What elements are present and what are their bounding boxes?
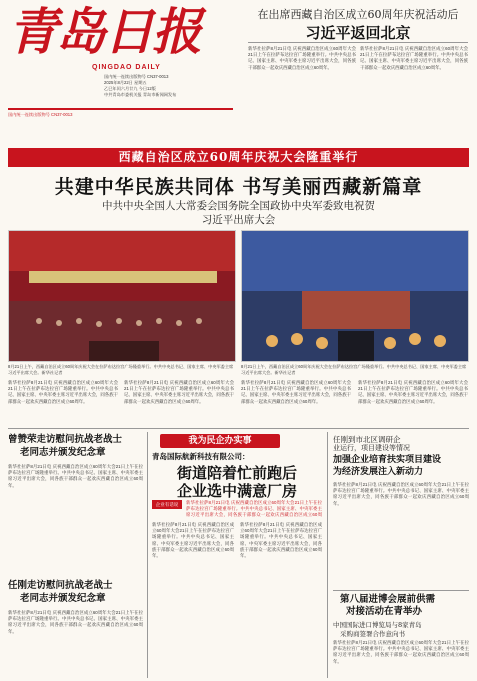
column-divider-left	[147, 432, 148, 678]
feature-title-1: 街道陪着忙前跑后	[176, 464, 297, 482]
left-story-1-body: 新华社拉萨8月21日电 庆祝西藏自治区成立60周年大会21日上午在拉萨布达拉宫广场隆重举行。中共中央总书记、国家主席、中央军委主席习近平出席大会，同各族干部群众一起欢庆西藏自治区成立60周年。	[8, 464, 143, 488]
masthead-logo: 青岛日报	[8, 2, 200, 61]
right-headline-2b: 对接活动在青举办	[346, 606, 423, 617]
ceremony-photo-right	[242, 231, 469, 362]
left-headline-1: 曾赞荣走访慰问抗战老战士	[8, 434, 123, 445]
feature-company: 青岛国际航新科技有限公司：	[152, 452, 250, 461]
feature-body-2: 新华社拉萨8月21日电 庆祝西藏自治区成立60周年大会21日上午在拉萨布达拉宫广场隆重举行。中共中央总书记、国家主席、中央军委主席习近平出席大会，同各族干部群众一起欢庆西藏自治区成立60周年。	[240, 522, 322, 559]
masthead-info-2: 2025年8月22日 星期五	[104, 80, 147, 85]
masthead-tagline: 国内统一连续出版物号 CN37-0013	[8, 112, 73, 117]
section-rule	[8, 428, 469, 429]
right-headline-2: 第八届进博会展前供需	[340, 594, 436, 605]
top-story-subtitle: 在出席西藏自治区成立60周年庆祝活动后	[257, 8, 459, 21]
masthead-english-name: QINGDAO DAILY	[92, 64, 161, 71]
left-headline-2: 任刚走访慰问抗战老战士	[8, 580, 113, 591]
photo-left	[8, 230, 236, 362]
right-kicker-1b: 业运行，项目建设等情况	[333, 444, 410, 452]
left-headline-1b: 老同志并颁发纪念章	[20, 447, 106, 458]
photo-right	[241, 230, 469, 362]
right-headline-1: 加强企业培育扶实项目建设	[333, 455, 442, 465]
left-headline-2b: 老同志并颁发纪念章	[20, 593, 106, 604]
right-headline-1b: 为经济发展注入新动力	[333, 467, 424, 477]
right-story-2-body: 新华社拉萨8月21日电 庆祝西藏自治区成立60周年大会21日上午在拉萨布达拉宫广场隆重举行。中共中央总书记、国家主席、中央军委主席习近平出席大会，同各族干部群众一起欢庆西藏自治区成立60周年。	[333, 640, 469, 664]
body-text-4: 新华社拉萨8月21日电 庆祝西藏自治区成立60周年大会21日上午在拉萨布达拉宫广场隆重举行。中共中央总书记、国家主席、中央军委主席习近平出席大会，同各族干部群众一起欢庆西藏自治区成立60周年。	[358, 380, 468, 404]
feature-body-1: 新华社拉萨8月21日电 庆祝西藏自治区成立60周年大会21日上午在拉萨布达拉宫广场隆重举行。中共中央总书记、国家主席、中央军委主席习近平出席大会，同各族干部群众一起欢庆西藏自治区成立60周年。	[152, 522, 234, 559]
feature-intro: 新华社拉萨8月21日电 庆祝西藏自治区成立60周年大会21日上午在拉萨布达拉宫广场隆重举行。中共中央总书记、国家主席、中央军委主席习近平出席大会，同各族干部群众一起欢庆西藏自治区成立60周	[186, 500, 322, 518]
main-subheadline-2: 习近平出席大会	[201, 214, 276, 226]
body-text-1: 新华社拉萨8月21日电 庆祝西藏自治区成立60周年大会21日上午在拉萨布达拉宫广场隆重举行。中共中央总书记、国家主席、中央军委主席习近平出席大会，同各族干部群众一起欢庆西藏自治区成立60周年。	[8, 380, 118, 404]
feature-tag: 企业有话说	[152, 500, 182, 509]
body-text-3: 新华社拉萨8月21日电 庆祝西藏自治区成立60周年大会21日上午在拉萨布达拉宫广场隆重举行。中共中央总书记、国家主席、中央军委主席习近平出席大会，同各族干部群众一起欢庆西藏自治区成立60周年。	[241, 380, 351, 404]
feature-kicker: 我为民企办实事	[160, 434, 280, 448]
photo-left-caption: 8月21日上午，西藏自治区成立60周年庆祝大会在拉萨布达拉宫广场隆重举行。中共中央总书记、国家主席、中央军委主席习近平出席大会。新华社记者	[8, 364, 234, 375]
main-subheadline: 中共中央全国人大常委会国务院全国政协中央军委致电祝贺	[102, 200, 375, 212]
right-kicker-1: 任刚到市北区调研企	[333, 435, 401, 444]
section-banner: 西藏自治区成立60周年庆祝大会隆重举行	[8, 148, 469, 167]
masthead-info-1: 国内统一连续出版物号 CN37-0013	[104, 74, 169, 79]
right-story-1-body: 新华社拉萨8月21日电 庆祝西藏自治区成立60周年大会21日上午在拉萨布达拉宫广场隆重举行。中共中央总书记、国家主席、中央军委主席习近平出席大会，同各族干部群众一起欢庆西藏自治区成立60周年。	[333, 482, 469, 506]
masthead-info-3: 乙巳年闰六月廿九 今日12版	[104, 86, 156, 91]
body-text-2: 新华社拉萨8月21日电 庆祝西藏自治区成立60周年大会21日上午在拉萨布达拉宫广场隆重举行。中共中央总书记、国家主席、中央军委主席习近平出席大会，同各族干部群众一起欢庆西藏自治区成立60周年。	[124, 380, 234, 404]
column-divider-right	[327, 432, 328, 678]
right-subhead-2: 中国国际进口博览局与8家青岛	[333, 621, 422, 629]
top-story-body-1: 新华社拉萨8月21日电 庆祝西藏自治区成立60周年大会21日上午在拉萨布达拉宫广场隆重举行。中共中央总书记、国家主席、中央军委主席习近平出席大会，同各族干部群众一起欢庆西藏自治区成立60周年。	[248, 46, 356, 70]
feature-title-2: 企业选中满意厂房	[176, 482, 297, 500]
right-rule	[333, 590, 469, 591]
top-story-title: 习近平返回北京	[305, 24, 411, 42]
photo-right-caption: 8月21日上午，西藏自治区成立60周年庆祝大会在拉萨布达拉宫广场隆重举行。中共中央总书记、国家主席、中央军委主席习近平出席大会。新华社记者	[241, 364, 467, 375]
top-story-rule	[248, 42, 468, 43]
top-story-body-2: 新华社拉萨8月21日电 庆祝西藏自治区成立60周年大会21日上午在拉萨布达拉宫广场隆重举行。中共中央总书记、国家主席、中央军委主席习近平出席大会，同各族干部群众一起欢庆西藏自治区成立60周年。	[360, 46, 468, 70]
main-headline: 共建中华民族共同体 书写美丽西藏新篇章	[54, 176, 423, 198]
left-story-2-body: 新华社拉萨8月21日电 庆祝西藏自治区成立60周年大会21日上午在拉萨布达拉宫广场隆重举行。中共中央总书记、国家主席、中央军委主席习近平出席大会，同各族干部群众一起欢庆西藏自治区成立60周年。	[8, 610, 143, 634]
ceremony-photo-left	[9, 231, 236, 362]
masthead-info-4: 中共青岛市委机关报 青岛市新闻网发布	[104, 92, 177, 97]
masthead-rule	[8, 108, 233, 110]
right-subhead-2b: 采购商签署合作意向书	[340, 630, 405, 638]
